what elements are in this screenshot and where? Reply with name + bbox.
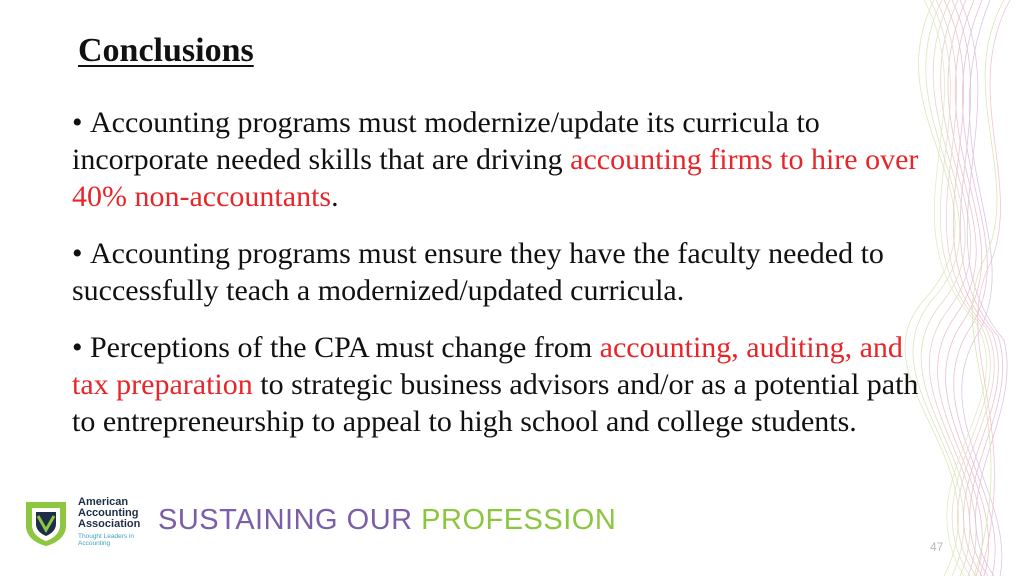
bullet-text-end: to strategic business advisors and/or as a potential path to entrepreneurship to appeal to high school and college students. xyxy=(72,368,919,438)
org-name-line-2: Accounting xyxy=(78,507,139,519)
bullet-highlight: accounting, auditing, and tax preparation xyxy=(72,331,903,401)
bullet-item-2 xyxy=(72,235,932,309)
aaa-logo-icon xyxy=(20,496,72,548)
org-name-line-1: American xyxy=(78,496,129,508)
page-number: 47 xyxy=(930,540,944,554)
bullet-text: Perceptions of the CPA must change from xyxy=(90,331,600,364)
bullet-marker: • xyxy=(72,237,83,270)
bullet-item-3 xyxy=(72,329,932,440)
org-name xyxy=(78,497,140,530)
org-tagline: Thought Leaders in Accounting xyxy=(78,533,135,547)
tagline-part-2: PROFESSION xyxy=(421,504,617,536)
bullet-item-1 xyxy=(72,104,932,215)
footer-tagline xyxy=(158,504,616,537)
bullet-text: Accounting programs must modernize/update its curricula to incorporate needed skills that are driving xyxy=(72,106,820,176)
bullet-highlight: accounting firms to hire over 40% non-accountants xyxy=(72,143,919,213)
bullet-text: Accounting programs must ensure they have the faculty needed to successfully teach a modernized/updated curricula. xyxy=(72,237,884,307)
footer xyxy=(20,494,680,554)
bullet-marker: • xyxy=(72,106,83,139)
slide-title: Conclusions xyxy=(78,32,254,69)
bullet-list xyxy=(72,104,932,460)
tagline-part-1: SUSTAINING OUR xyxy=(158,504,422,536)
bullet-text-end: . xyxy=(331,180,339,213)
bullet-marker: • xyxy=(72,331,83,364)
org-name-line-3: Association xyxy=(78,518,141,530)
